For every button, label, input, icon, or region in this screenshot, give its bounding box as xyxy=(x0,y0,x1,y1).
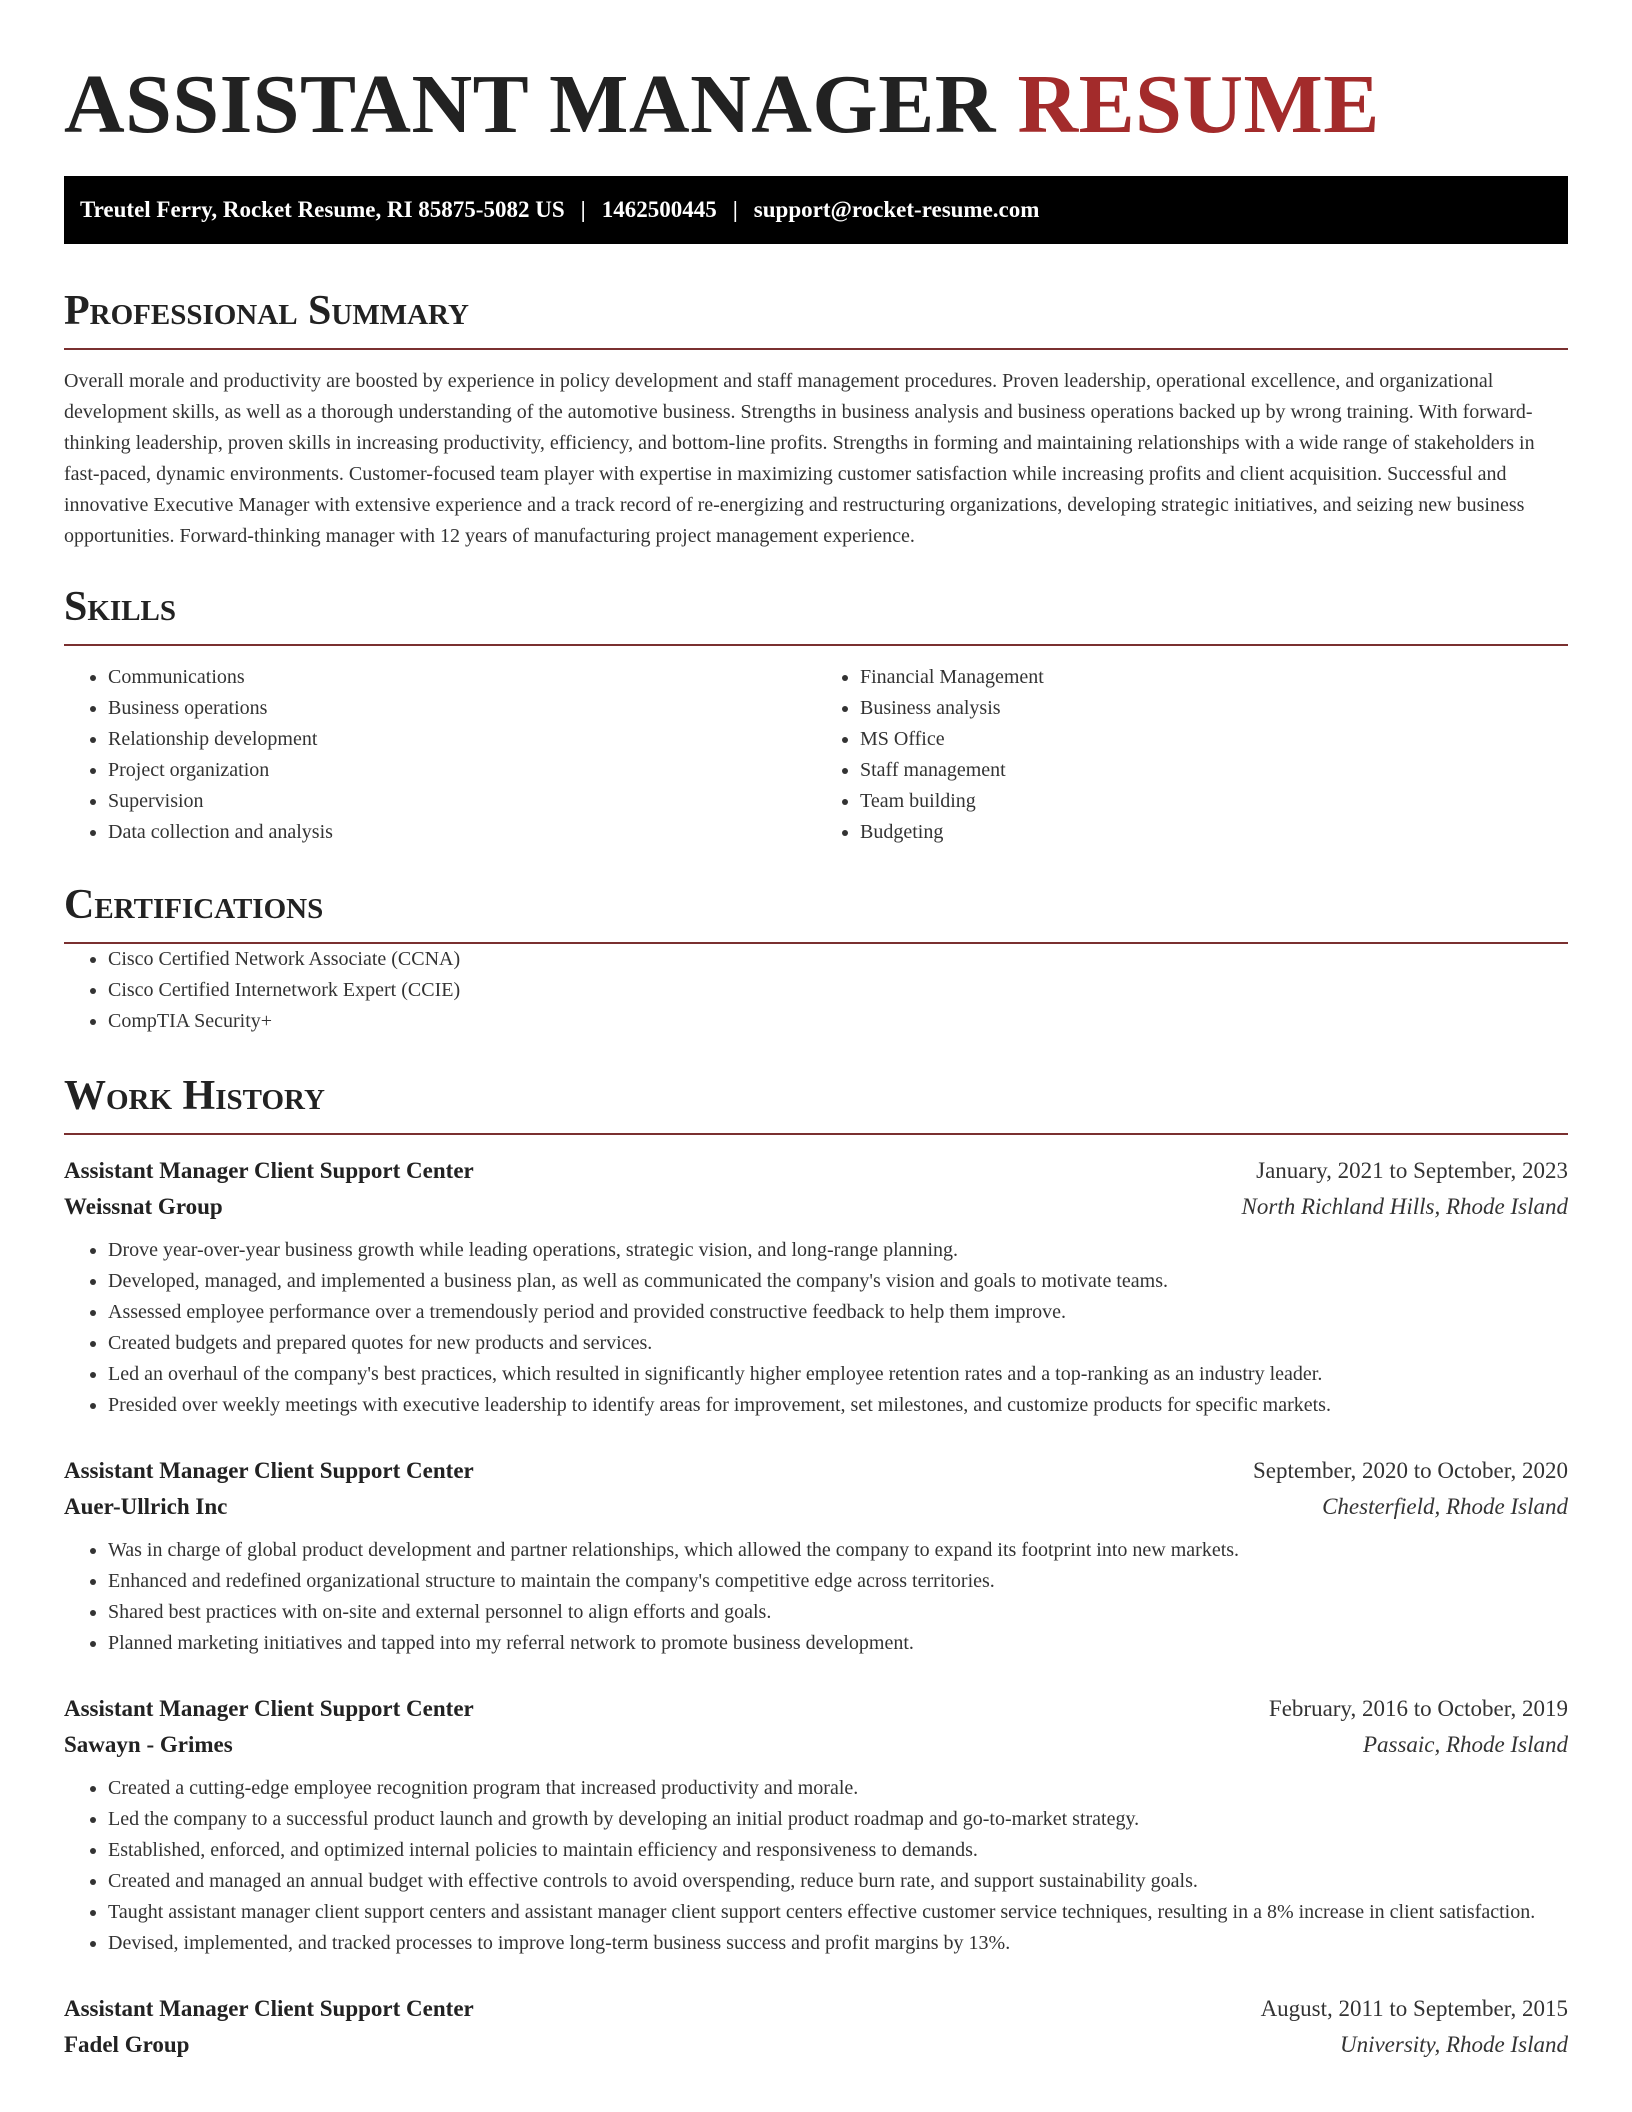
job-dates: January, 2021 to September, 2023 xyxy=(1256,1158,1568,1183)
contact-email: support@rocket-resume.com xyxy=(753,197,1040,222)
job-bullet: • Assessed employee performance over a tremendously period and provided constructive feedback to help them improve. xyxy=(108,1297,1568,1328)
job-bullet: • Planned marketing initiatives and tapped into my referral network to promote business development. xyxy=(108,1628,1568,1659)
contact-separator: | xyxy=(580,197,586,222)
skill-item: • Staff management xyxy=(860,755,1568,786)
job-bullet: • Presided over weekly meetings with executive leadership to identify areas for improvement, set milestones, and customize products for specific markets. xyxy=(108,1390,1568,1421)
job-company: Auer-Ullrich Inc xyxy=(64,1494,228,1519)
work-history-section xyxy=(64,1071,1568,2063)
title-accent: RESUME xyxy=(1017,58,1380,151)
certifications-section xyxy=(64,880,1568,1037)
skill-item: • Team building xyxy=(860,786,1568,817)
title-main: ASSISTANT MANAGER xyxy=(64,58,996,151)
job-location: North Richland Hills, Rhode Island xyxy=(1241,1194,1568,1219)
contact-separator: | xyxy=(732,197,738,222)
job-bullet: • Shared best practices with on-site and external personnel to align efforts and goals. xyxy=(108,1597,1568,1628)
job-company: Weissnat Group xyxy=(64,1194,223,1219)
job-bullet: • Led the company to a successful product launch and growth by developing an initial product roadmap and go-to-market strategy. xyxy=(108,1804,1568,1835)
job-header-row xyxy=(64,1453,1568,1489)
certification-item: • Cisco Certified Internetwork Expert (CCIE) xyxy=(108,975,1568,1006)
skill-item: • Communications xyxy=(108,662,816,693)
job-title: Assistant Manager Client Support Center xyxy=(64,1458,474,1483)
summary-heading: Professional Summary xyxy=(64,286,1568,350)
skill-item: • Relationship development xyxy=(108,724,816,755)
certification-item: • CompTIA Security+ xyxy=(108,1006,1568,1037)
job-bullet: • Devised, implemented, and tracked processes to improve long-term business success and profit margins by 13%. xyxy=(108,1928,1568,1959)
job-company: Sawayn - Grimes xyxy=(64,1732,233,1757)
skill-item: • Data collection and analysis xyxy=(108,817,816,848)
job-company-row xyxy=(64,1727,1568,1763)
certifications-heading: Certifications xyxy=(64,880,1568,944)
job-entry xyxy=(64,1691,1568,1959)
contact-address: Treutel Ferry, Rocket Resume, RI 85875-5082 US xyxy=(80,197,565,222)
contact-phone: 1462500445 xyxy=(601,197,717,222)
page-title xyxy=(64,0,1568,150)
job-bullets xyxy=(64,1535,1568,1659)
job-location: Chesterfield, Rhode Island xyxy=(1322,1494,1568,1519)
job-bullet: • Drove year-over-year business growth while leading operations, strategic vision, and long-range planning. xyxy=(108,1235,1568,1266)
contact-bar xyxy=(64,176,1568,244)
job-entry xyxy=(64,1453,1568,1659)
job-bullet: • Enhanced and redefined organizational structure to maintain the company's competitive edge across territories. xyxy=(108,1566,1568,1597)
skill-item: • Budgeting xyxy=(860,817,1568,848)
job-header-row xyxy=(64,1153,1568,1189)
job-dates: February, 2016 to October, 2019 xyxy=(1268,1696,1568,1721)
skill-item: • Financial Management xyxy=(860,662,1568,693)
job-dates: August, 2011 to September, 2015 xyxy=(1260,1996,1568,2021)
skills-heading: Skills xyxy=(64,582,1568,646)
job-bullets xyxy=(64,1235,1568,1421)
job-dates: September, 2020 to October, 2020 xyxy=(1253,1458,1568,1483)
job-title: Assistant Manager Client Support Center xyxy=(64,1996,474,2021)
job-bullet: • Created and managed an annual budget with effective controls to avoid overspending, reduce burn rate, and support sustainability goals. xyxy=(108,1866,1568,1897)
skills-grid xyxy=(64,662,1568,848)
skill-item: • Business operations xyxy=(108,693,816,724)
skills-list-left xyxy=(64,662,816,848)
certifications-list xyxy=(64,944,1568,1037)
job-bullet: • Created budgets and prepared quotes for new products and services. xyxy=(108,1328,1568,1359)
job-title: Assistant Manager Client Support Center xyxy=(64,1158,474,1183)
certification-item: • Cisco Certified Network Associate (CCNA) xyxy=(108,944,1568,975)
job-location: University, Rhode Island xyxy=(1339,2032,1568,2057)
job-company-row xyxy=(64,2027,1568,2063)
job-bullets xyxy=(64,1773,1568,1959)
job-company-row xyxy=(64,1489,1568,1525)
job-location: Passaic, Rhode Island xyxy=(1362,1732,1568,1757)
job-bullet: • Was in charge of global product development and partner relationships, which allowed the company to expand its footprint into new markets. xyxy=(108,1535,1568,1566)
skills-list-right xyxy=(816,662,1568,848)
summary-text: Overall morale and productivity are boosted by experience in policy development and staff management procedures. Proven leadership, operational excellence, and organizational development skills, as well as a thorough understanding of the automotive business. Strengths in business analysis and business operations backed up by wrong training. With forward-thinking leadership, proven skills in increasing productivity, efficiency, and bottom-line profits. Strengths in forming and maintaining relationships with a wide range of stakeholders in fast-paced, dynamic environments. Customer-focused team player with expertise in maximizing customer satisfaction while increasing profits and client acquisition. Successful and innovative Executive Manager with extensive experience and a track record of re-energizing and restructuring organizations, developing strategic initiatives, and seizing new business opportunities. Forward-thinking manager with 12 years of manufacturing project management experience. xyxy=(64,370,1535,547)
job-entry xyxy=(64,1991,1568,2063)
job-company-row xyxy=(64,1189,1568,1225)
job-company: Fadel Group xyxy=(64,2032,190,2057)
skill-item: • Business analysis xyxy=(860,693,1568,724)
job-bullet: • Created a cutting-edge employee recognition program that increased productivity and morale. xyxy=(108,1773,1568,1804)
skill-item: • MS Office xyxy=(860,724,1568,755)
summary-section xyxy=(64,286,1568,552)
job-bullet: • Led an overhaul of the company's best practices, which resulted in significantly higher employee retention rates and a top-ranking as an industry leader. xyxy=(108,1359,1568,1390)
work-history-heading: Work History xyxy=(64,1071,1568,1135)
job-header-row xyxy=(64,1691,1568,1727)
skill-item: • Project organization xyxy=(108,755,816,786)
skill-item: • Supervision xyxy=(108,786,816,817)
job-entry xyxy=(64,1153,1568,1421)
job-bullet: • Taught assistant manager client support centers and assistant manager client support centers effective customer service techniques, resulting in a 8% increase in client satisfaction. xyxy=(108,1897,1568,1928)
skills-section xyxy=(64,582,1568,848)
job-title: Assistant Manager Client Support Center xyxy=(64,1696,474,1721)
job-header-row xyxy=(64,1991,1568,2027)
job-bullet: • Developed, managed, and implemented a business plan, as well as communicated the company's vision and goals to motivate teams. xyxy=(108,1266,1568,1297)
job-bullet: • Established, enforced, and optimized internal policies to maintain efficiency and responsiveness to demands. xyxy=(108,1835,1568,1866)
